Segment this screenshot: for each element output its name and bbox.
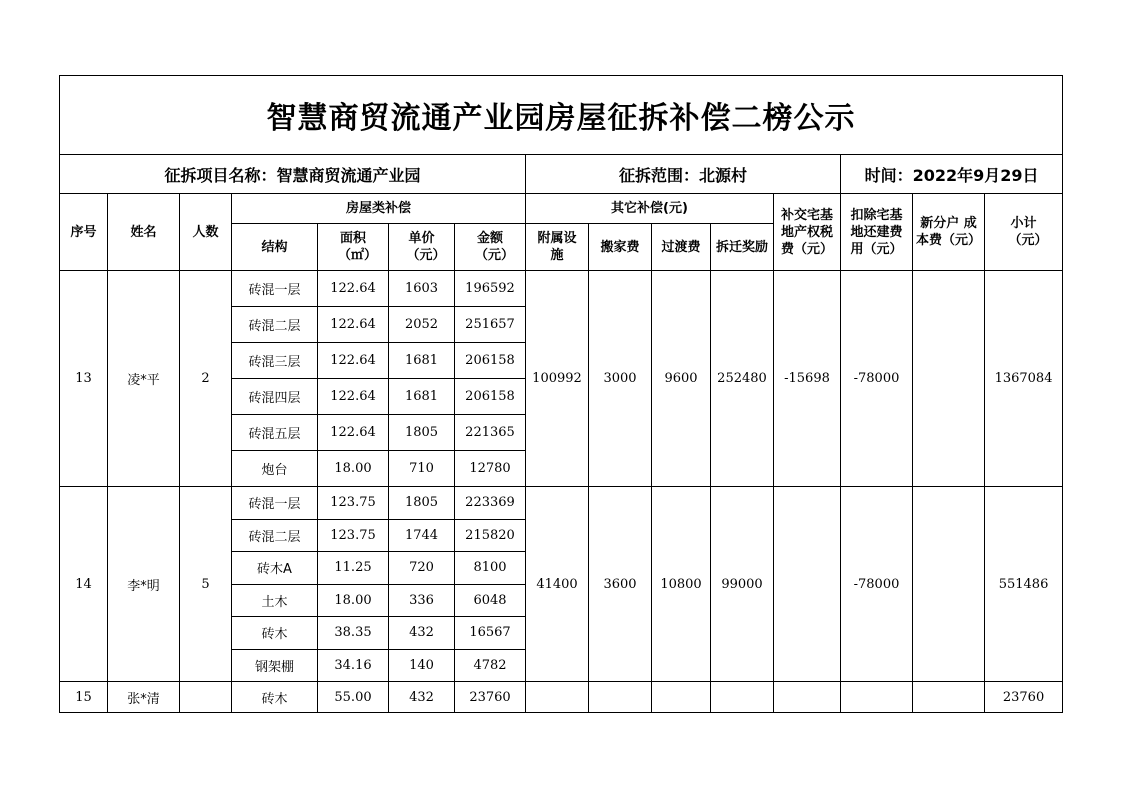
household-no: 13 [60, 271, 108, 487]
unit-price-cell: 1744 [389, 519, 455, 552]
unit-price-cell: 2052 [389, 307, 455, 343]
unit-price-cell: 1681 [389, 343, 455, 379]
household-no: 15 [60, 682, 108, 713]
area-cell: 55.00 [318, 682, 389, 713]
unit-price-cell: 1805 [389, 487, 455, 520]
deduction-cell [841, 682, 913, 713]
structure-cell: 砖混五层 [232, 415, 318, 451]
area-cell: 11.25 [318, 552, 389, 585]
page-title: 智慧商贸流通产业园房屋征拆补偿二榜公示 [60, 76, 1063, 155]
amount-cell: 8100 [455, 552, 526, 585]
structure-cell: 土木 [232, 584, 318, 617]
unit-price-cell: 336 [389, 584, 455, 617]
header-reward: 拆迁奖励 [711, 224, 774, 271]
unit-price-cell: 432 [389, 617, 455, 650]
amount-cell: 206158 [455, 379, 526, 415]
area-cell: 122.64 [318, 343, 389, 379]
header-deduct: 扣除宅基地还建费用（元） [841, 194, 913, 271]
header-unit-price: 单价（元） [389, 224, 455, 271]
unit-price-cell: 710 [389, 451, 455, 487]
header-structure: 结构 [232, 224, 318, 271]
transition-fee-cell: 9600 [652, 271, 711, 487]
structure-cell: 砖混二层 [232, 519, 318, 552]
deduction-cell: -78000 [841, 271, 913, 487]
amount-cell: 4782 [455, 649, 526, 682]
household-name: 凌*平 [108, 271, 180, 487]
demolition-reward-cell: 252480 [711, 271, 774, 487]
new-household-cost-cell [913, 271, 985, 487]
land-tax-cell: -15698 [774, 271, 841, 487]
amount-cell: 221365 [455, 415, 526, 451]
amount-cell: 206158 [455, 343, 526, 379]
demolition-reward-cell [711, 682, 774, 713]
amount-cell: 251657 [455, 307, 526, 343]
amount-cell: 215820 [455, 519, 526, 552]
land-tax-cell [774, 487, 841, 682]
household-people [180, 682, 232, 713]
area-cell: 34.16 [318, 649, 389, 682]
structure-cell: 砖木A [232, 552, 318, 585]
household-people: 5 [180, 487, 232, 682]
area-cell: 123.75 [318, 487, 389, 520]
header-attached: 附属设施 [526, 224, 589, 271]
structure-cell: 砖混一层 [232, 487, 318, 520]
unit-price-cell: 140 [389, 649, 455, 682]
table-row [60, 682, 1063, 713]
structure-cell: 砖木 [232, 682, 318, 713]
header-name: 姓名 [108, 194, 180, 271]
header-house-group: 房屋类补偿 [232, 194, 526, 224]
amount-cell: 6048 [455, 584, 526, 617]
attached-facilities-cell: 100992 [526, 271, 589, 487]
unit-price-cell: 1681 [389, 379, 455, 415]
area-cell: 123.75 [318, 519, 389, 552]
table-row [60, 271, 1063, 307]
area-cell: 122.64 [318, 271, 389, 307]
land-tax-cell [774, 682, 841, 713]
structure-cell: 砖混四层 [232, 379, 318, 415]
amount-cell: 23760 [455, 682, 526, 713]
transition-fee-cell: 10800 [652, 487, 711, 682]
area-cell: 38.35 [318, 617, 389, 650]
household-people: 2 [180, 271, 232, 487]
project-name: 征拆项目名称：智慧商贸流通产业园 [60, 155, 526, 194]
amount-cell: 223369 [455, 487, 526, 520]
area-cell: 122.64 [318, 415, 389, 451]
unit-price-cell: 432 [389, 682, 455, 713]
attached-facilities-cell [526, 682, 589, 713]
new-household-cost-cell [913, 682, 985, 713]
area-cell: 122.64 [318, 379, 389, 415]
unit-price-cell: 720 [389, 552, 455, 585]
deduction-cell: -78000 [841, 487, 913, 682]
header-people: 人数 [180, 194, 232, 271]
subtotal-cell: 1367084 [985, 271, 1063, 487]
unit-price-cell: 1603 [389, 271, 455, 307]
subtotal-cell: 23760 [985, 682, 1063, 713]
structure-cell: 砖混二层 [232, 307, 318, 343]
header-amount: 金额（元） [455, 224, 526, 271]
structure-cell: 钢架棚 [232, 649, 318, 682]
demolition-reward-cell: 99000 [711, 487, 774, 682]
structure-cell: 砖木 [232, 617, 318, 650]
header-no: 序号 [60, 194, 108, 271]
transition-fee-cell [652, 682, 711, 713]
header-new-household: 新分户 成本费（元） [913, 194, 985, 271]
announcement-date: 时间：2022年9月29日 [841, 155, 1063, 194]
household-name: 张*清 [108, 682, 180, 713]
moving-fee-cell: 3000 [589, 271, 652, 487]
amount-cell: 16567 [455, 617, 526, 650]
header-transition: 过渡费 [652, 224, 711, 271]
new-household-cost-cell [913, 487, 985, 682]
moving-fee-cell: 3600 [589, 487, 652, 682]
moving-fee-cell [589, 682, 652, 713]
compensation-table [59, 75, 1063, 713]
header-area: 面积（㎡） [318, 224, 389, 271]
subtotal-cell: 551486 [985, 487, 1063, 682]
amount-cell: 12780 [455, 451, 526, 487]
attached-facilities-cell: 41400 [526, 487, 589, 682]
structure-cell: 砖混三层 [232, 343, 318, 379]
household-no: 14 [60, 487, 108, 682]
household-name: 李*明 [108, 487, 180, 682]
header-subtotal: 小计（元） [985, 194, 1063, 271]
unit-price-cell: 1805 [389, 415, 455, 451]
area-cell: 122.64 [318, 307, 389, 343]
header-tax: 补交宅基地产权税费（元） [774, 194, 841, 271]
demolition-scope: 征拆范围：北源村 [526, 155, 841, 194]
amount-cell: 196592 [455, 271, 526, 307]
header-other-group: 其它补偿(元) [526, 194, 774, 224]
area-cell: 18.00 [318, 584, 389, 617]
table-row [60, 487, 1063, 520]
structure-cell: 砖混一层 [232, 271, 318, 307]
header-moving: 搬家费 [589, 224, 652, 271]
area-cell: 18.00 [318, 451, 389, 487]
structure-cell: 炮台 [232, 451, 318, 487]
